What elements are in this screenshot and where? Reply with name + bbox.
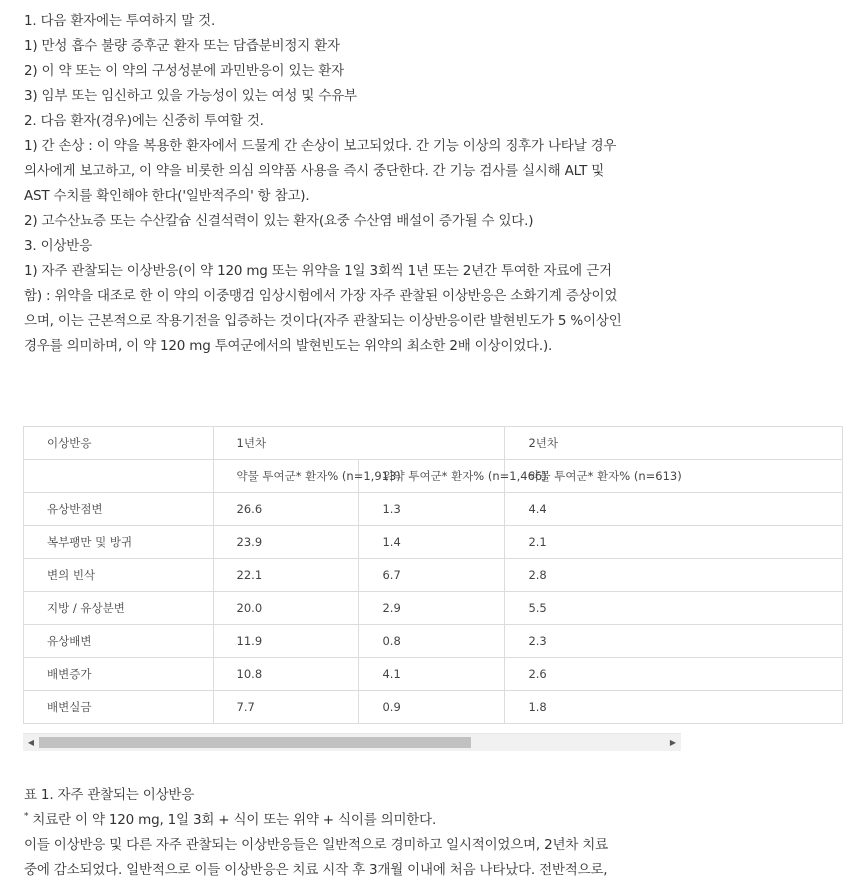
- table-subheader-row: [24, 460, 843, 493]
- table-header-cell: 위약 투여군* 환자% (n=1,466): [359, 460, 505, 493]
- paragraph-line: 1) 만성 흡수 불량 증후군 환자 또는 담즙분비정지 환자: [24, 38, 340, 54]
- table-cell: 2.3: [505, 625, 843, 658]
- paragraph-line: 으며, 이는 근본적으로 작용기전을 입증하는 것이다(자주 관찰되는 이상반응이란 발현빈도가 5 %이상인: [24, 313, 622, 329]
- table-cell: 1.4: [359, 526, 505, 559]
- table-header-cell: 2년차: [505, 427, 843, 460]
- table-header-cell: 약물 투여군* 환자% (n=613): [505, 460, 843, 493]
- table-caption: 표 1. 자주 관찰되는 이상반응: [24, 787, 195, 803]
- table-row: [24, 625, 843, 658]
- paragraph-line: 경우를 의미하며, 이 약 120 mg 투여군에서의 발현빈도는 위약의 최소한 2배 이상이었다.).: [24, 338, 553, 354]
- table-cell: 4.4: [505, 493, 843, 526]
- table-cell: 2.9: [359, 592, 505, 625]
- table-row: [24, 526, 843, 559]
- table-header-cell: 1년차: [213, 427, 505, 460]
- table-cell: 4.1: [359, 658, 505, 691]
- adverse-reactions-table: [23, 426, 843, 724]
- table-cell: 11.9: [213, 625, 359, 658]
- table-cell: 0.9: [359, 691, 505, 724]
- table-cell: 5.5: [505, 592, 843, 625]
- table-cell: 20.0: [213, 592, 359, 625]
- paragraph-line: 의사에게 보고하고, 이 약을 비롯한 의심 의약품 사용을 즉시 중단한다. 간 기능 검사를 실시해 ALT 및: [24, 163, 605, 179]
- paragraph-line: 1. 다음 환자에는 투여하지 말 것.: [24, 13, 216, 29]
- table-cell: 1.3: [359, 493, 505, 526]
- paragraph-line: AST 수치를 확인해야 한다('일반적주의' 항 참고).: [24, 188, 310, 204]
- scroll-left-arrow-icon[interactable]: ◀: [27, 738, 35, 747]
- table-row: [24, 592, 843, 625]
- table-cell: 지방 / 유상분변: [24, 592, 214, 625]
- table-cell: 복부팽만 및 방귀: [24, 526, 214, 559]
- table-cell: 26.6: [213, 493, 359, 526]
- paragraph-line: 2) 고수산뇨증 또는 수산칼슘 신결석력이 있는 환자(요중 수산염 배설이 증가될 수 있다.): [24, 213, 534, 229]
- table-header-row: [24, 427, 843, 460]
- table-cell: 2.8: [505, 559, 843, 592]
- paragraph-line: 3) 임부 또는 임신하고 있을 가능성이 있는 여성 및 수유부: [24, 88, 357, 104]
- table-cell: 변의 빈삭: [24, 559, 214, 592]
- paragraph-line: 이들 이상반응 및 다른 자주 관찰되는 이상반응들은 일반적으로 경미하고 일시적이었으며, 2년차 치료: [24, 837, 608, 853]
- table-cell: 6.7: [359, 559, 505, 592]
- table-header-cell: [24, 460, 214, 493]
- paragraph-line: 중에 감소되었다. 일반적으로 이들 이상반응은 치료 시작 후 3개월 이내에 처음 나타났다. 전반적으로,: [24, 862, 608, 878]
- horizontal-scrollbar[interactable]: [23, 733, 681, 751]
- table-row: [24, 559, 843, 592]
- paragraph-line: 2. 다음 환자(경우)에는 신중히 투여할 것.: [24, 113, 264, 129]
- precautions-text: [24, 0, 691, 359]
- adverse-reactions-table-scroll-area[interactable]: [23, 426, 691, 724]
- footnote-text: 치료란 이 약 120 mg, 1일 3회 + 식이 또는 위약 + 식이를 의미한다.: [28, 812, 437, 828]
- table-cell: 7.7: [213, 691, 359, 724]
- table-header-cell: 이상반응: [24, 427, 214, 460]
- table-cell: 유상반점변: [24, 493, 214, 526]
- table-cell: 22.1: [213, 559, 359, 592]
- paragraph-line: 2) 이 약 또는 이 약의 구성성분에 과민반응이 있는 환자: [24, 63, 344, 79]
- table-cell: 배변실금: [24, 691, 214, 724]
- table-row: [24, 493, 843, 526]
- table-cell: 유상배변: [24, 625, 214, 658]
- table-cell: 배변증가: [24, 658, 214, 691]
- table-cell: 1.8: [505, 691, 843, 724]
- paragraph-line: 1) 간 손상 : 이 약을 복용한 환자에서 드물게 간 손상이 보고되었다. 간 기능 이상의 징후가 나타날 경우: [24, 138, 617, 154]
- table-cell: 23.9: [213, 526, 359, 559]
- table-row: [24, 691, 843, 724]
- footnote: [24, 808, 691, 833]
- table-cell: 10.8: [213, 658, 359, 691]
- table-header-cell: 약물 투여군* 환자% (n=1,913): [213, 460, 359, 493]
- paragraph-line: 3. 이상반응: [24, 238, 92, 254]
- paragraph-line: 1) 자주 관찰되는 이상반응(이 약 120 mg 또는 위약을 1일 3회씩 1년 또는 2년간 투여한 자료에 근거: [24, 263, 612, 279]
- paragraph-line: 함) : 위약을 대조로 한 이 약의 이중맹검 임상시험에서 가장 자주 관찰된 이상반응은 소화기계 증상이었: [24, 288, 618, 304]
- scroll-right-arrow-icon[interactable]: ▶: [669, 738, 677, 747]
- table-cell: 0.8: [359, 625, 505, 658]
- table-cell: 2.1: [505, 526, 843, 559]
- table-cell: 2.6: [505, 658, 843, 691]
- table-notes: [24, 783, 691, 883]
- scrollbar-thumb[interactable]: [39, 737, 471, 748]
- table-row: [24, 658, 843, 691]
- footnote-mark: *: [24, 811, 29, 822]
